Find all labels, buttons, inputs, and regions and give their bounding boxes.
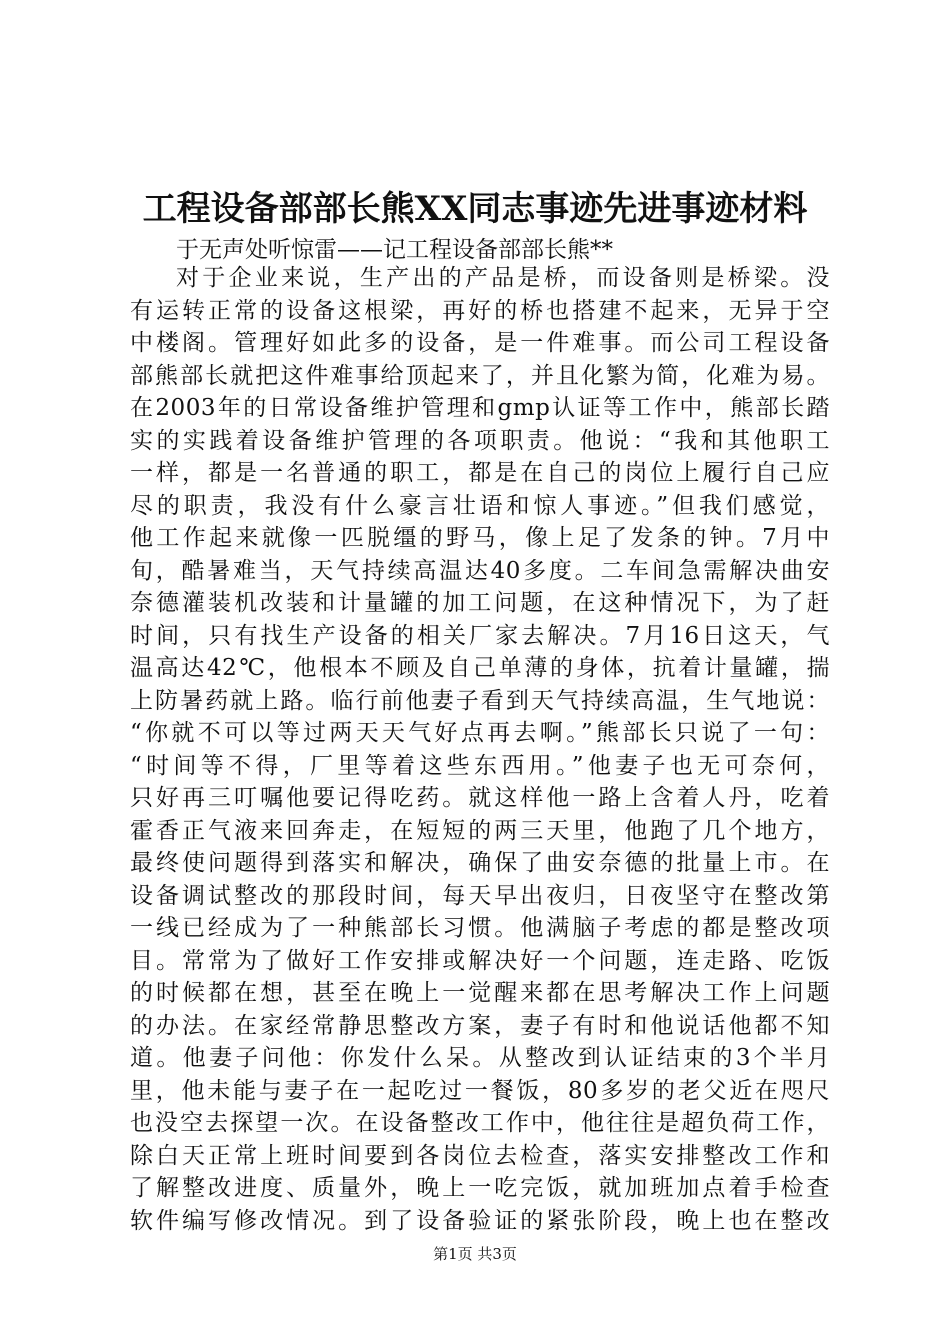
body-line: 设备调试整改的那段时间，每天早出夜归，日夜坚守在整改第 [130,882,830,909]
body-line: 他工作起来就像一匹脱缰的野马，像上足了发条的钟。7月中 [130,525,830,551]
body-line: 上防暑药就上路。临行前他妻子看到天气持续高温，生气地说： [130,687,830,714]
body-line: “时间等不得，厂里等着这些东西用。”他妻子也无可奈何， [130,752,830,779]
body-line: “你就不可以等过两天天气好点再去啊。”熊部长只说了一句： [130,720,830,746]
body-line: 最终使问题得到落实和解决，确保了曲安奈德的批量上市。在 [130,850,830,876]
body-line: 奈德灌装机改装和计量罐的加工问题，在这种情况下，为了赶 [130,590,830,616]
body-line: 霍香正气液来回奔走，在短短的两三天里，他跑了几个地方， [130,817,830,844]
body-paragraph [130,262,830,1237]
body-line: 道。他妻子问他：你发什么呆。从整改到认证结束的3个半月 [130,1045,830,1071]
body-line: 的办法。在家经常静思整改方案，妻子有时和他说话他都不知 [130,1012,830,1039]
body-line: 里，他未能与妻子在一起吃过一餐饭，80多岁的老父近在咫尺 [130,1077,830,1104]
body-line: 的时候都在想，甚至在晚上一觉醒来都在思考解决工作上问题 [130,980,830,1006]
body-line: 目。常常为了做好工作安排或解决好一个问题，连走路、吃饭 [130,947,830,974]
body-line: 温高达42℃，他根本不顾及自己单薄的身体，抗着计量罐，揣 [130,655,830,681]
body-line: 了解整改进度、质量外，晚上一吃完饭，就加班加点着手检查 [130,1175,830,1201]
body-line: 软件编写修改情况。到了设备验证的紧张阶段，晚上也在整改 [130,1207,830,1234]
body-line: 一线已经成为了一种熊部长习惯。他满脑子考虑的都是整改项 [130,915,830,941]
body-line: 在2003年的日常设备维护管理和gmp认证等工作中，熊部长踏 [130,395,830,421]
document-title: 工程设备部部长熊XX同志事迹先进事迹材料 [142,189,808,229]
body-line: 除白天正常上班时间要到各岗位去检查，落实安排整改工作和 [130,1142,830,1169]
body-line: 尽的职责，我没有什么豪言壮语和惊人事迹。”但我们感觉， [130,492,830,519]
body-line: 部熊部长就把这件难事给顶起来了，并且化繁为简，化难为易。 [130,362,830,389]
body-line: 也没空去探望一次。在设备整改工作中，他往往是超负荷工作， [130,1110,830,1136]
body-line: 只好再三叮嘱他要记得吃药。就这样他一路上含着人丹，吃着 [130,785,830,811]
body-line: 一样，都是一名普通的职工，都是在自己的岗位上履行自己应 [130,460,830,486]
document-subtitle: 于无声处听惊雷——记工程设备部部长熊** [176,237,613,263]
body-line: 有运转正常的设备这根梁，再好的桥也搭建不起来，无异于空 [130,297,830,324]
body-line: 对于企业来说，生产出的产品是桥，而设备则是桥梁。没 [176,265,830,291]
body-line: 旬，酷暑难当，天气持续高温达40多度。二车间急需解决曲安 [130,557,830,584]
body-line: 实的实践着设备维护管理的各项职责。他说：“我和其他职工 [130,427,830,454]
page-footer: 第1页 共3页 [433,1245,517,1263]
body-line: 时间，只有找生产设备的相关厂家去解决。7月16日这天，气 [130,622,830,649]
body-line: 中楼阁。管理好如此多的设备，是一件难事。而公司工程设备 [130,330,830,356]
